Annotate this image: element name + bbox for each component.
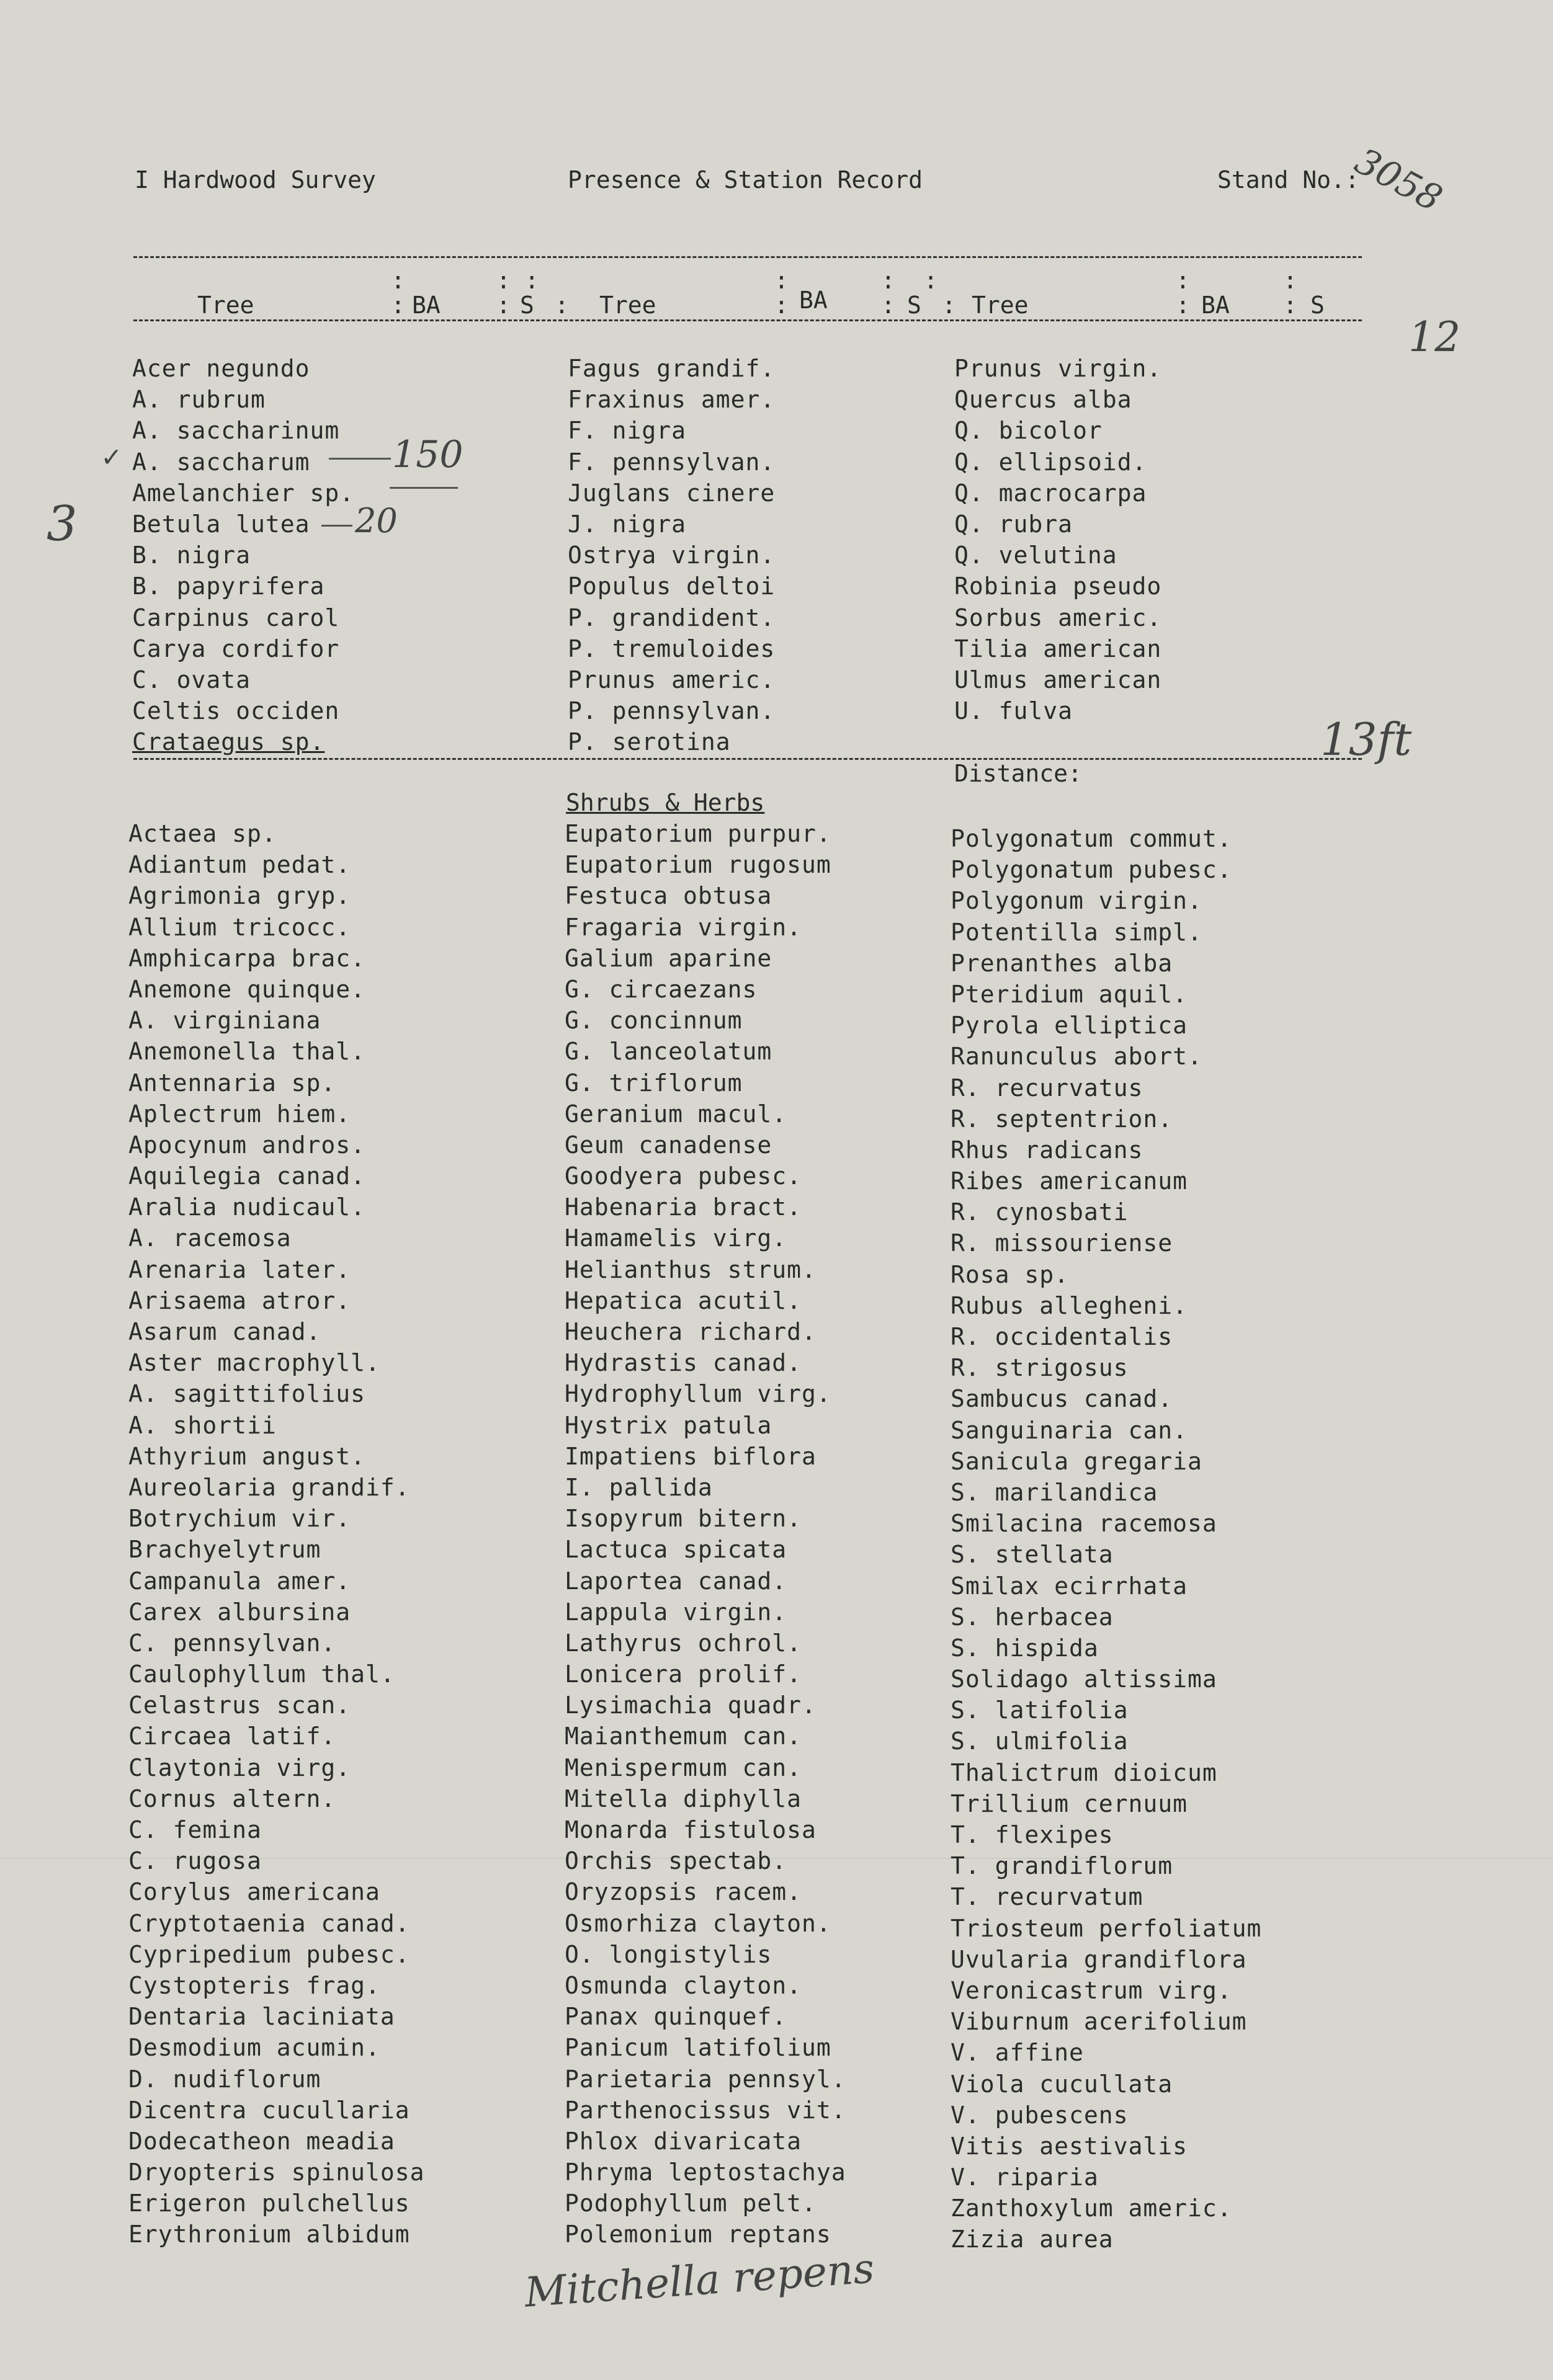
- record-title: Presence & Station Record: [568, 166, 923, 194]
- header-bottom-rule: [133, 319, 1362, 321]
- plant-item: R. cynosbati: [951, 1198, 1129, 1226]
- plant-item: Eupatorium purpur.: [565, 820, 831, 847]
- plant-item: R. recurvatus: [951, 1074, 1143, 1102]
- plant-item: Prenanthes alba: [951, 949, 1173, 977]
- plant-item: Polemonium reptans: [565, 2221, 831, 2249]
- betula-ba-note: 20: [355, 501, 398, 540]
- tree-item: A. saccharinum: [132, 417, 340, 445]
- plant-item: Adiantum pedat.: [128, 851, 351, 879]
- plant-item: S. marilandica: [951, 1478, 1158, 1506]
- plant-item: Phlox divaricata: [565, 2127, 802, 2155]
- plant-item: Polygonatum commut.: [951, 825, 1232, 852]
- plant-item: Aureolaria grandif.: [128, 1473, 410, 1501]
- tree-item: B. nigra: [132, 542, 251, 569]
- tree-item: Ulmus american: [954, 666, 1162, 693]
- plant-item: Impatiens biflora: [565, 1442, 817, 1470]
- plant-item: Botrychium vir.: [128, 1505, 351, 1533]
- tree-item: Q. macrocarpa: [954, 479, 1147, 507]
- plant-item: Anemonella thal.: [128, 1038, 366, 1066]
- plant-item: Uvularia grandiflora: [951, 1945, 1247, 1973]
- plant-item: Celastrus scan.: [128, 1691, 351, 1719]
- plant-item: Hydrophyllum virg.: [565, 1380, 831, 1408]
- plant-item: C. femina: [128, 1816, 262, 1843]
- margin-count-right: 12: [1408, 313, 1461, 361]
- plant-item: I. pallida: [565, 1473, 713, 1501]
- pencil-underline: [390, 487, 458, 489]
- col-tree-1: Tree: [197, 292, 254, 319]
- plant-item: Hystrix patula: [565, 1411, 772, 1439]
- plant-item: Orchis spectab.: [565, 1847, 787, 1875]
- tree-item: Q. ellipsoid.: [954, 448, 1147, 476]
- plant-item: Asarum canad.: [128, 1318, 321, 1345]
- colon-divider: :: [774, 292, 789, 319]
- plant-item: Viola cucullata: [951, 2070, 1173, 2098]
- tree-item: Prunus americ.: [568, 666, 776, 693]
- tree-item: F. pennsylvan.: [568, 448, 776, 476]
- plant-item: Osmorhiza clayton.: [565, 1909, 831, 1937]
- plant-item: Zanthoxylum americ.: [951, 2195, 1232, 2222]
- tree-item: Sorbus americ.: [954, 604, 1162, 631]
- plant-item: Veronicastrum virg.: [951, 1976, 1232, 2004]
- plant-item: Helianthus strum.: [565, 1255, 817, 1283]
- tree-item: Betula lutea: [132, 510, 310, 538]
- plant-item: Athyrium angust.: [128, 1442, 366, 1470]
- plant-item: G. lanceolatum: [565, 1038, 772, 1066]
- plant-item: G. concinnum: [565, 1007, 743, 1035]
- plant-item: Polygonum virgin.: [951, 887, 1202, 915]
- plant-item: Festuca obtusa: [565, 882, 772, 910]
- col-s-3: S: [1310, 292, 1325, 319]
- plant-item: R. missouriense: [951, 1229, 1173, 1257]
- saccharum-ba-note: 150: [392, 433, 463, 476]
- tree-item: Q. rubra: [954, 510, 1073, 538]
- plant-item: Mitella diphylla: [565, 1785, 802, 1812]
- plant-item: Cornus altern.: [128, 1785, 336, 1812]
- plant-item: Podophyllum pelt.: [565, 2190, 817, 2217]
- plant-item: Circaea latif.: [128, 1723, 336, 1750]
- plant-item: Habenaria bract.: [565, 1193, 802, 1221]
- plant-item: Campanula amer.: [128, 1567, 351, 1595]
- plant-item: C. rugosa: [128, 1847, 262, 1875]
- plant-item: Arenaria later.: [128, 1255, 351, 1283]
- plant-item: S. stellata: [951, 1541, 1114, 1569]
- plant-item: Hepatica acutil.: [565, 1286, 802, 1314]
- plant-item: V. affine: [951, 2039, 1084, 2067]
- tree-item: Carya cordifor: [132, 635, 340, 662]
- plant-item: Triosteum perfoliatum: [951, 1914, 1262, 1942]
- plant-item: Rhus radicans: [951, 1136, 1143, 1164]
- plant-item: T. grandiflorum: [951, 1852, 1173, 1880]
- plant-item: Cryptotaenia canad.: [128, 1909, 410, 1937]
- stand-number: 3058: [1348, 140, 1449, 220]
- tree-item: Ostrya virgin.: [568, 542, 776, 569]
- plant-item: Solidago altissima: [951, 1665, 1217, 1693]
- shrub-list-1: [128, 820, 425, 2252]
- tree-item: Quercus alba: [954, 386, 1132, 414]
- col-s-1: S: [520, 292, 534, 319]
- colon-divider: :: [496, 292, 511, 319]
- plant-item: R. septentrion.: [951, 1105, 1173, 1133]
- plant-item: Smilax ecirrhata: [951, 1572, 1188, 1600]
- tree-item: Acer negundo: [132, 355, 310, 382]
- plant-item: Polygonatum pubesc.: [951, 856, 1232, 884]
- plant-item: Potentilla simpl.: [951, 918, 1202, 946]
- plant-item: Ribes americanum: [951, 1167, 1188, 1195]
- section-rule: [133, 758, 1362, 760]
- colon-divider: :: [555, 292, 569, 319]
- plant-item: T. flexipes: [951, 1821, 1114, 1848]
- tree-item: C. ovata: [132, 666, 251, 693]
- tree-item: P. tremuloides: [568, 635, 776, 662]
- checkmark-icon: ✓: [102, 439, 120, 474]
- plant-item: Eupatorium rugosum: [565, 851, 831, 879]
- plant-item: Vitis aestivalis: [951, 2132, 1188, 2160]
- tree-item: J. nigra: [568, 510, 687, 538]
- distance-value: 13ft: [1320, 713, 1412, 765]
- plant-item: S. hispida: [951, 1634, 1099, 1662]
- stand-label: Stand No.:: [1217, 166, 1359, 194]
- shrub-list-3: [951, 825, 1261, 2257]
- col-ba-2: BA: [799, 287, 828, 314]
- tree-item: Celtis occiden: [132, 697, 340, 725]
- pencil-line: [329, 458, 391, 460]
- header-top-rule: [133, 256, 1362, 258]
- plant-item: Lysimachia quadr.: [565, 1691, 817, 1719]
- plant-item: Phryma leptostachya: [565, 2159, 846, 2186]
- col-tree-2: Tree: [599, 292, 656, 319]
- plant-item: Thalictrum dioicum: [951, 1758, 1217, 1786]
- plant-item: Geranium macul.: [565, 1100, 787, 1128]
- plant-item: Galium aparine: [565, 944, 772, 972]
- plant-item: Aplectrum hiem.: [128, 1100, 351, 1128]
- colon-divider: :: [1176, 267, 1190, 294]
- tree-item: Tilia american: [954, 635, 1162, 662]
- tree-item: Amelanchier sp.: [132, 479, 355, 507]
- colon-divider: : :: [881, 267, 938, 294]
- col-ba-1: BA: [412, 292, 441, 319]
- plant-item: Hamamelis virg.: [565, 1224, 787, 1252]
- tree-item: A. rubrum: [132, 386, 266, 414]
- plant-item: Trillium cernuum: [951, 1789, 1188, 1817]
- plant-item: Aquilegia canad.: [128, 1162, 366, 1190]
- tree-item: F. nigra: [568, 417, 687, 445]
- colon-divider: :: [391, 267, 405, 294]
- tree-item: Q. bicolor: [954, 417, 1103, 445]
- plant-item: Lonicera prolif.: [565, 1660, 802, 1688]
- plant-item: Amphicarpa brac.: [128, 944, 366, 972]
- plant-item: Desmodium acumin.: [128, 2034, 380, 2062]
- plant-item: Oryzopsis racem.: [565, 1878, 802, 1906]
- plant-item: Panax quinquef.: [565, 2003, 787, 2031]
- plant-item: R. occidentalis: [951, 1323, 1173, 1350]
- plant-item: Viburnum acerifolium: [951, 2008, 1247, 2036]
- tree-item: Fagus grandif.: [568, 355, 776, 382]
- plant-item: T. recurvatum: [951, 1883, 1143, 1911]
- plant-item: Goodyera pubesc.: [565, 1162, 802, 1190]
- tree-item: Q. velutina: [954, 542, 1117, 569]
- plant-item: O. longistylis: [565, 1940, 772, 1968]
- plant-item: Parthenocissus vit.: [565, 2096, 846, 2124]
- tree-item: Robinia pseudo: [954, 573, 1162, 600]
- plant-item: Geum canadense: [565, 1131, 772, 1159]
- margin-count-left: 3: [47, 496, 78, 552]
- plant-item: Anemone quinque.: [128, 975, 366, 1003]
- plant-item: G. triflorum: [565, 1069, 743, 1097]
- tree-list-1: [132, 355, 354, 759]
- plant-item: Osmunda clayton.: [565, 1971, 802, 1999]
- plant-item: V. pubescens: [951, 2101, 1129, 2129]
- plant-item: Lactuca spicata: [565, 1536, 787, 1564]
- survey-title: I Hardwood Survey: [135, 166, 376, 194]
- plant-item: A. shortii: [128, 1411, 277, 1439]
- col-ba-3: BA: [1201, 292, 1230, 319]
- plant-item: C. pennsylvan.: [128, 1629, 336, 1657]
- plant-item: Menispermum can.: [565, 1754, 802, 1781]
- plant-item: Hydrastis canad.: [565, 1349, 802, 1377]
- tree-item: Carpinus carol: [132, 604, 340, 631]
- plant-item: Ranunculus abort.: [951, 1043, 1202, 1071]
- bottom-handwritten-note: Mitchella repens: [523, 2244, 876, 2317]
- plant-item: A. racemosa: [128, 1224, 292, 1252]
- plant-item: Dryopteris spinulosa: [128, 2159, 425, 2186]
- tree-item: Crataegus sp.: [132, 728, 325, 756]
- plant-item: Cystopteris frag.: [128, 1971, 380, 1999]
- plant-item: A. sagittifolius: [128, 1380, 366, 1408]
- plant-item: Dentaria laciniata: [128, 2003, 395, 2031]
- tree-item: B. papyrifera: [132, 573, 325, 600]
- plant-item: Cypripedium pubesc.: [128, 1940, 410, 1968]
- plant-item: Aralia nudicaul.: [128, 1193, 366, 1221]
- colon-divider: :: [942, 292, 956, 319]
- plant-item: S. latifolia: [951, 1696, 1129, 1724]
- plant-item: S. ulmifolia: [951, 1727, 1129, 1755]
- plant-item: Pteridium aquil.: [951, 980, 1188, 1008]
- col-tree-3: Tree: [972, 292, 1029, 319]
- tree-item: Fraxinus amer.: [568, 386, 776, 414]
- plant-item: Claytonia virg.: [128, 1754, 351, 1781]
- plant-item: Smilacina racemosa: [951, 1510, 1217, 1538]
- colon-divider: :: [1176, 292, 1190, 319]
- colon-divider: :: [1283, 292, 1297, 319]
- shrub-list-2: [565, 820, 846, 2252]
- plant-item: Lathyrus ochrol.: [565, 1629, 802, 1657]
- plant-item: Agrimonia gryp.: [128, 882, 351, 910]
- tree-list-2: [568, 355, 775, 759]
- plant-item: Allium tricocc.: [128, 913, 351, 941]
- plant-item: Fragaria virgin.: [565, 913, 802, 941]
- plant-item: Antennaria sp.: [128, 1069, 336, 1097]
- plant-item: G. circaezans: [565, 975, 758, 1003]
- plant-item: Erigeron pulchellus: [128, 2190, 410, 2217]
- plant-item: Actaea sp.: [128, 820, 277, 847]
- plant-item: Panicum latifolium: [565, 2034, 831, 2062]
- plant-item: Aster macrophyll.: [128, 1349, 380, 1377]
- plant-item: Arisaema atror.: [128, 1286, 351, 1314]
- colon-divider: :: [881, 292, 895, 319]
- plant-item: Apocynum andros.: [128, 1131, 366, 1159]
- tree-item: Juglans cinere: [568, 479, 776, 507]
- plant-item: Corylus americana: [128, 1878, 380, 1906]
- tree-item: U. fulva: [954, 697, 1073, 725]
- colon-divider: :: [1283, 267, 1297, 294]
- tree-item: Prunus virgin.: [954, 355, 1162, 382]
- plant-item: Rosa sp.: [951, 1260, 1070, 1288]
- col-s-2: S: [907, 292, 921, 319]
- pencil-line: [321, 525, 352, 527]
- plant-item: Zizia aurea: [951, 2226, 1114, 2253]
- plant-item: Laportea canad.: [565, 1567, 787, 1595]
- colon-divider: :: [774, 267, 789, 294]
- plant-item: Parietaria pennsyl.: [565, 2065, 846, 2093]
- tree-item: P. pennsylvan.: [568, 697, 776, 725]
- plant-item: Rubus allegheni.: [951, 1291, 1188, 1319]
- distance-label: Distance:: [954, 760, 1082, 787]
- plant-item: Lappula virgin.: [565, 1598, 787, 1626]
- plant-item: Erythronium albidum: [128, 2221, 410, 2249]
- plant-item: Sambucus canad.: [951, 1385, 1173, 1413]
- plant-item: Heuchera richard.: [565, 1318, 817, 1345]
- plant-item: A. virginiana: [128, 1007, 321, 1035]
- plant-item: Sanguinaria can.: [951, 1416, 1188, 1444]
- plant-item: Dodecatheon meadia: [128, 2127, 395, 2155]
- plant-item: Caulophyllum thal.: [128, 1660, 395, 1688]
- plant-item: Monarda fistulosa: [565, 1816, 817, 1843]
- tree-item: P. serotina: [568, 728, 731, 756]
- shrubs-heading: Shrubs & Herbs: [566, 789, 765, 816]
- plant-item: V. riparia: [951, 2164, 1099, 2191]
- plant-item: Pyrola elliptica: [951, 1012, 1188, 1040]
- tree-list-3: [954, 355, 1161, 728]
- tree-item: Populus deltoi: [568, 573, 776, 600]
- plant-item: R. strigosus: [951, 1354, 1129, 1382]
- paper-fold: [0, 1858, 1553, 1859]
- plant-item: Brachyelytrum: [128, 1536, 321, 1564]
- plant-item: D. nudiflorum: [128, 2065, 321, 2093]
- colon-divider: : :: [496, 267, 539, 294]
- plant-item: Sanicula gregaria: [951, 1447, 1202, 1475]
- plant-item: S. herbacea: [951, 1603, 1114, 1631]
- plant-item: Maianthemum can.: [565, 1723, 802, 1750]
- colon-divider: :: [391, 292, 405, 319]
- plant-item: Carex albursina: [128, 1598, 351, 1626]
- plant-item: Dicentra cucullaria: [128, 2096, 410, 2124]
- tree-item: P. grandident.: [568, 604, 776, 631]
- tree-item: A. saccharum: [132, 448, 310, 476]
- plant-item: Isopyrum bitern.: [565, 1505, 802, 1533]
